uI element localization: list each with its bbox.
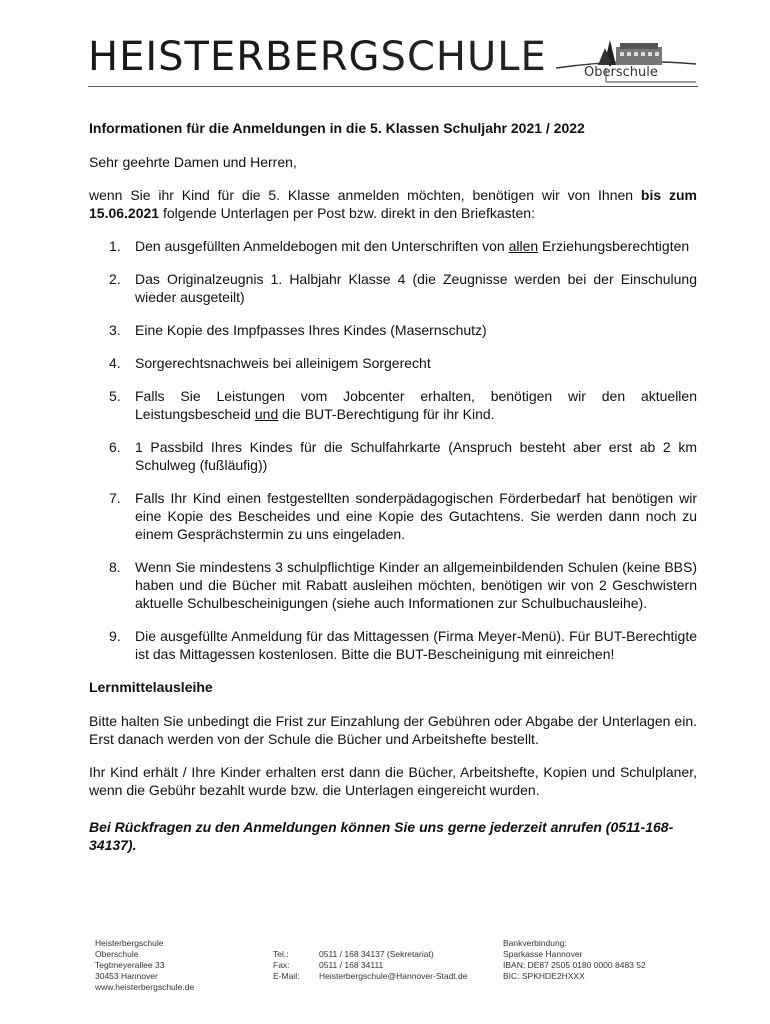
list-item <box>89 627 697 663</box>
footer-label: Tel.: <box>273 949 289 959</box>
list-text: Falls Sie Leistungen vom Jobcenter erhalten, benötigen wir den aktuellen Leistungsbescheid <box>135 388 697 422</box>
list-text: Falls Ihr Kind einen festgestellten sonderpädagogischen Förderbedarf hat benötigen wir eine Kopie des Bescheides und eine Kopie des Gutachtens. Sie werden dann noch zu einem Gesprächstermin zu uns eingeladen. <box>135 490 697 542</box>
letterhead <box>88 34 698 94</box>
list-text: Sorgerechtsnachweis bei alleinigem Sorgerecht <box>135 355 431 371</box>
closing-note: Bei Rückfragen zu den Anmeldungen können Sie uns gerne jederzeit anrufen (0511-168-34137). <box>89 819 674 853</box>
list-number: 8. <box>109 559 121 575</box>
list-item <box>89 321 697 339</box>
footer-contact-values <box>319 949 467 982</box>
list-underlined: und <box>254 406 279 422</box>
footer-line: IBAN: DE87 2505 0180 0000 8483 52 <box>503 960 646 970</box>
list-text: Das Originalzeugnis 1. Halbjahr Klasse 4 (die Zeugnisse werden bei der Einschulung wieder ausgeteilt) <box>135 271 697 305</box>
list-text-end: Erziehungsberechtigten <box>538 238 690 254</box>
greeting: Sehr geehrte Damen und Herren, <box>89 154 297 170</box>
list-number: 9. <box>109 628 121 644</box>
footer-website[interactable]: www.heisterbergschule.de <box>95 982 195 992</box>
list-text: Den ausgefüllten Anmeldebogen mit den Unterschriften von <box>135 238 509 254</box>
footer-address <box>95 938 194 993</box>
list-number: 7. <box>109 490 121 506</box>
list-item <box>89 270 697 306</box>
school-name-bold: HEISTERBERG <box>88 34 381 80</box>
document-title: Informationen für die Anmeldungen in die 5. Klassen Schuljahr 2021 / 2022 <box>89 120 585 136</box>
intro-text-end: folgende Unterlagen per Post bzw. direkt in den Briefkasten: <box>159 205 535 221</box>
list-text: 1 Passbild Ihres Kindes für die Schulfahrkarte (Anspruch besteht aber erst ab 2 km Schulweg (fußläufig)) <box>135 439 697 473</box>
school-name-light: SCHULE <box>380 34 547 80</box>
list-underlined: allen <box>508 238 539 254</box>
list-item <box>89 438 697 474</box>
list-text: Die ausgefüllte Anmeldung für das Mittagessen (Firma Meyer-Menü). Für BUT-Berechtigte ist das Mittagessen kostenlosen. Bitte die BUT-Bescheinigung mit einreichen! <box>135 628 697 662</box>
footer-line: 30453 Hannover <box>95 971 158 981</box>
section-heading: Lernmittelausleihe <box>89 679 213 695</box>
list-number: 3. <box>109 322 121 338</box>
footer-line: BIC: SPKHDE2HXXX <box>503 971 585 981</box>
list-text: Eine Kopie des Impfpasses Ihres Kindes (Masernschutz) <box>135 322 487 338</box>
footer-line: Bankverbindung: <box>503 938 567 948</box>
footer-bank <box>503 938 646 982</box>
list-number: 6. <box>109 439 121 455</box>
list-number: 4. <box>109 355 121 371</box>
list-number: 2. <box>109 271 121 287</box>
list-item <box>89 387 697 423</box>
letter-body <box>89 119 697 854</box>
logo-subtitle: Oberschule <box>584 65 658 80</box>
intro-paragraph <box>89 186 697 222</box>
footer-line: Heisterbergschule <box>95 938 164 948</box>
list-text-end: die BUT-Berechtigung für ihr Kind. <box>278 406 495 422</box>
intro-text-start: wenn Sie ihr Kind für die 5. Klasse anmelden möchten, benötigen wir von Ihnen <box>89 187 641 203</box>
required-documents-list <box>89 237 697 663</box>
list-number: 1. <box>109 238 121 254</box>
footer-label: E-Mail: <box>273 971 300 981</box>
footer-phone: 0511 / 168 34137 (Sekretariat) <box>319 949 434 959</box>
school-name <box>88 34 547 80</box>
header-divider <box>88 86 698 87</box>
list-item <box>89 237 697 255</box>
list-text: Wenn Sie mindestens 3 schulpflichtige Kinder an allgemeinbildenden Schulen (keine BBS) haben und die Bücher mit Rabatt ausleihen möchten, benötigen wir von 2 Geschwistern aktuelle Schulbescheinigungen (siehe auch Informationen zur Schulbuchausleihe). <box>135 559 697 611</box>
list-number: 5. <box>109 388 121 404</box>
footer-line: Oberschule <box>95 949 139 959</box>
footer-fax: 0511 / 168 34111 <box>319 960 384 970</box>
list-item <box>89 354 697 372</box>
footer-label: Fax: <box>273 960 290 970</box>
paragraph: Bitte halten Sie unbedingt die Frist zur Einzahlung der Gebühren oder Abgabe der Unterlagen ein. Erst danach werden von der Schule die Bücher und Arbeitshefte bestellt. <box>89 713 697 747</box>
list-item <box>89 558 697 612</box>
intro-deadline: bis zum 15.06.2021 <box>89 187 697 221</box>
footer-email[interactable]: Heisterbergschule@Hannover-Stadt.de <box>319 971 468 981</box>
footer-line: Sparkasse Hannover <box>503 949 583 959</box>
footer-line: Tegtmeyerallee 33 <box>95 960 165 970</box>
paragraph: Ihr Kind erhält / Ihre Kinder erhalten erst dann die Bücher, Arbeitshefte, Kopien und Schulplaner, wenn die Gebühr bezahlt wurde bzw. die Unterlagen eingereicht wurden. <box>89 764 697 798</box>
footer-contact-labels <box>273 949 299 982</box>
list-item <box>89 489 697 543</box>
